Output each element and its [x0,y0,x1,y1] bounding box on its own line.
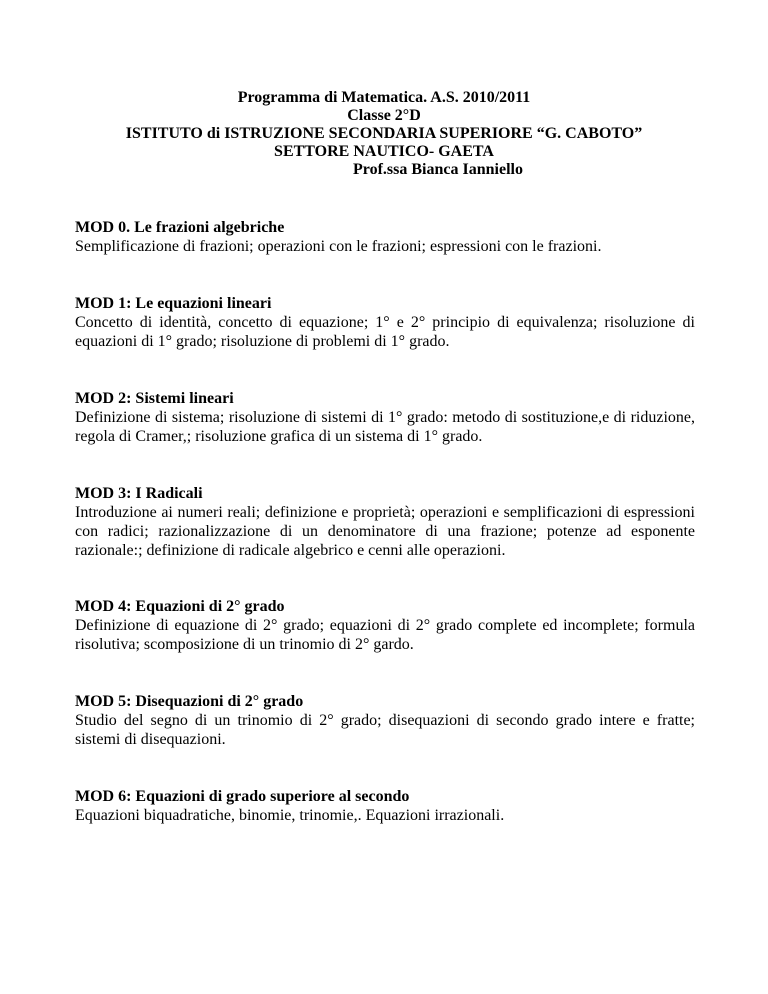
module-title: MOD 2: Sistemi lineari [75,390,234,407]
module-6 [75,787,695,825]
module-5 [75,692,695,749]
module-title: MOD 3: I Radicali [75,485,203,502]
module-description: Concetto di identità, concetto di equazione; 1° e 2° principio di equivalenza; risoluzione di equazioni di 1° grado; risoluzione di problemi di 1° grado. [75,314,695,350]
module-3 [75,484,695,560]
header-sector: SETTORE NAUTICO- GAETA [274,143,494,160]
module-description: Introduzione ai numeri reali; definizione e proprietà; operazioni e semplificazioni di espressioni con radici; razionalizzazione di un denominatore di una frazione; potenze ad esponente razionale:; definizione di radicale algebrico e cenni alle operazioni. [75,504,695,559]
module-title: MOD 0. Le frazioni algebriche [75,219,285,236]
header-teacher: Prof.ssa Bianca Ianniello [353,161,523,178]
header-program-title: Programma di Matematica. A.S. 2010/2011 [237,89,531,106]
module-2 [75,389,695,446]
document-header [0,89,768,179]
module-description: Semplificazione di frazioni; operazioni con le frazioni; espressioni con le frazioni. [75,238,602,255]
module-1 [75,294,695,351]
module-title: MOD 6: Equazioni di grado superiore al secondo [75,788,410,805]
module-description: Equazioni biquadratiche, binomie, trinomie,. Equazioni irrazionali. [75,807,505,824]
module-description: Studio del segno di un trinomio di 2° grado; disequazioni di secondo grado intere e fratte; sistemi di disequazioni. [75,712,695,748]
header-class: Classe 2°D [347,107,421,124]
module-title: MOD 5: Disequazioni di 2° grado [75,693,304,710]
module-4 [75,597,695,654]
module-title: MOD 1: Le equazioni lineari [75,295,272,312]
module-0 [75,218,695,256]
module-description: Definizione di equazione di 2° grado; equazioni di 2° grado complete ed incomplete; formula risolutiva; scomposizione di un trinomio di 2° gardo. [75,617,695,653]
module-description: Definizione di sistema; risoluzione di sistemi di 1° grado: metodo di sostituzione,e di riduzione, regola di Cramer,; risoluzione grafica di un sistema di 1° grado. [75,409,695,445]
header-institute: ISTITUTO di ISTRUZIONE SECONDARIA SUPERIORE “G. CABOTO” [125,125,643,142]
module-title: MOD 4: Equazioni di 2° grado [75,598,285,615]
